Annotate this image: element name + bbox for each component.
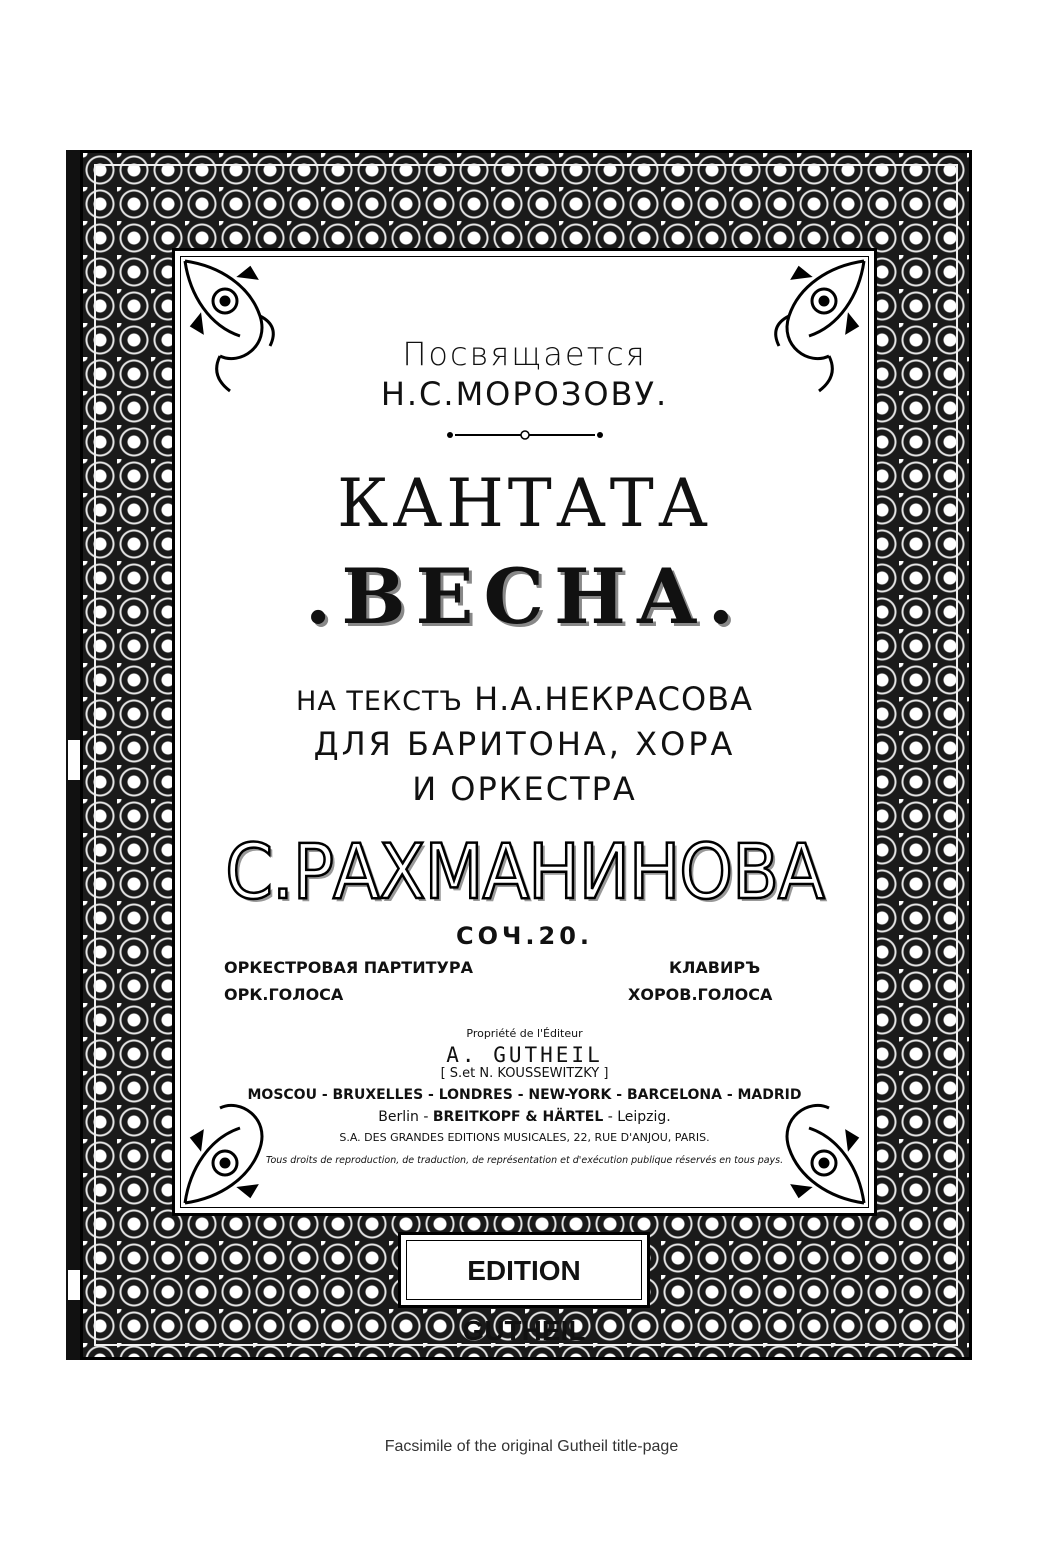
rights-notice: Tous droits de reproduction, de traduction, de représentation et d'exécution publique réservés en tous pays. (265, 1155, 784, 1166)
dedication-line-2: Н.С.МОРОЗОВУ. (380, 375, 669, 413)
edition-orchestral-score: ОРКЕСТРОВАЯ ПАРТИТУРА (224, 958, 473, 977)
text-by-line (172, 680, 877, 718)
edition-choral-parts: ХОРОВ.ГОЛОСА (628, 985, 773, 1004)
edition-vocal-score: КЛАВИРЪ (669, 958, 761, 977)
edition-orchestral-parts: ОРК.ГОЛОСА (224, 985, 344, 1004)
text-by-author: Н.А.НЕКРАСОВА (474, 680, 753, 718)
paris-agent: S.A. DES GRANDES EDITIONS MUSICALES, 22, RUE D'ANJOU, PARIS. (339, 1131, 710, 1144)
opus-number: СОЧ.20. (455, 922, 594, 950)
text-by-prefix: НА ТЕКСТЪ (296, 686, 463, 717)
berlin-prefix: Berlin - (378, 1109, 429, 1125)
scoring-line-1: ДЛЯ БАРИТОНА, ХОРА (313, 725, 736, 763)
property-note: Propriété de l'Éditeur (466, 1027, 583, 1040)
berlin-agent-line (172, 1109, 877, 1125)
publisher-cities: MOSCOU - BRUXELLES - LONDRES - NEW-YORK - BARCELONA - MADRID (247, 1087, 802, 1103)
publisher-name: A. GUTHEIL (446, 1043, 603, 1067)
divider-flourish-icon (445, 428, 605, 442)
scoring-line-2: И ОРКЕСТРА (412, 770, 637, 808)
dedication-line-1: Посвящается (402, 335, 647, 373)
work-title: .ВЕСНА. (304, 552, 745, 641)
edition-label: EDITION GUTHEIL (406, 1240, 642, 1300)
berlin-suffix: - Leipzig. (607, 1109, 671, 1125)
composer-name: С.РАХМАНИНОВА (225, 827, 824, 916)
work-type: КАНТАТА (337, 465, 712, 542)
berlin-agent: BREITKOPF & HÄRTEL (432, 1109, 604, 1125)
publisher-successors: [ S.et N. KOUSSEWITZKY ] (440, 1066, 609, 1081)
facsimile-caption: Facsimile of the original Gutheil title-page (384, 1438, 679, 1455)
